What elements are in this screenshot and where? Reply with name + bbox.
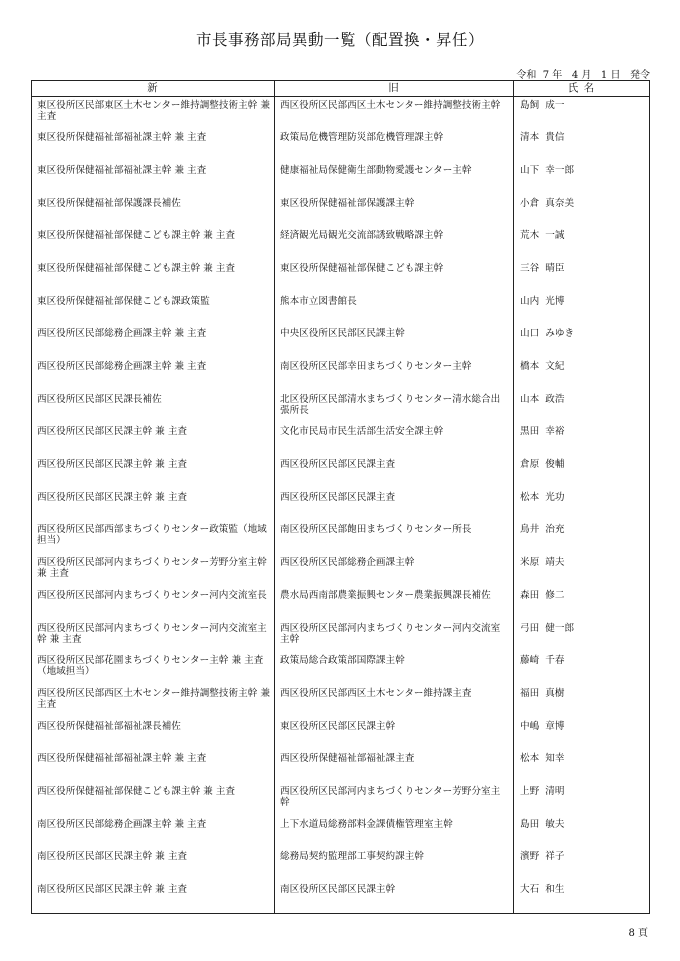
cell-new-position: 西区役所区民部西区土木センター維持調整技術主幹 兼 主査	[32, 685, 275, 718]
cell-old-position: 西区役所区民部河内まちづくりセンター芳野分室主幹	[275, 783, 514, 816]
cell-person-name: 山下 幸一郎	[514, 162, 650, 195]
cell-new-position: 西区役所保健福祉部福祉課長補佐	[32, 718, 275, 751]
table-row	[32, 489, 650, 522]
cell-person-name: 島飼 成一	[514, 97, 650, 130]
header-name: 氏 名	[514, 81, 650, 97]
cell-old-position: 東区役所区民部区民課主幹	[275, 718, 514, 751]
cell-person-name: 山本 政浩	[514, 391, 650, 424]
table-row	[32, 260, 650, 293]
cell-person-name: 大石 和生	[514, 881, 650, 914]
cell-person-name: 濱野 祥子	[514, 848, 650, 881]
cell-person-name: 山内 光博	[514, 293, 650, 326]
cell-person-name: 上野 清明	[514, 783, 650, 816]
cell-new-position: 東区役所保健福祉部保護課長補佐	[32, 195, 275, 228]
table-row	[32, 391, 650, 424]
table-row	[32, 848, 650, 881]
table-row	[32, 652, 650, 685]
cell-person-name: 鳥井 治充	[514, 521, 650, 554]
page-number: 8 頁	[628, 928, 648, 939]
cell-new-position: 西区役所区民部区民課長補佐	[32, 391, 275, 424]
table-body	[32, 97, 650, 914]
table-row	[32, 97, 650, 130]
table-row	[32, 881, 650, 914]
cell-person-name: 松本 知幸	[514, 750, 650, 783]
cell-old-position: 東区役所保健福祉部保護課主幹	[275, 195, 514, 228]
cell-old-position: 南区役所区民部幸田まちづくりセンター主幹	[275, 358, 514, 391]
cell-old-position: 西区役所保健福祉部福祉課主査	[275, 750, 514, 783]
table-row	[32, 456, 650, 489]
cell-person-name: 三谷 晴臣	[514, 260, 650, 293]
cell-new-position: 西区役所区民部河内まちづくりセンター河内交流室主幹 兼 主査	[32, 620, 275, 653]
cell-person-name: 島田 敏夫	[514, 816, 650, 849]
page-title: 市長事務部局異動一覧（配置換・昇任）	[195, 31, 484, 49]
cell-new-position: 西区役所区民部西部まちづくりセンター政策監（地域担当）	[32, 521, 275, 554]
table-row	[32, 162, 650, 195]
table-row	[32, 227, 650, 260]
cell-old-position: 熊本市立図書館長	[275, 293, 514, 326]
cell-old-position: 文化市民局市民生活部生活安全課主幹	[275, 423, 514, 456]
cell-new-position: 西区役所区民部河内まちづくりセンター河内交流室長	[32, 587, 275, 620]
cell-old-position: 健康福祉局保健衛生部動物愛護センター主幹	[275, 162, 514, 195]
cell-new-position: 南区役所区民部区民課主幹 兼 主査	[32, 881, 275, 914]
table-row	[32, 195, 650, 228]
cell-person-name: 福田 真樹	[514, 685, 650, 718]
cell-new-position: 西区役所区民部総務企画課主幹 兼 主査	[32, 358, 275, 391]
table-row	[32, 325, 650, 358]
cell-person-name: 松本 光功	[514, 489, 650, 522]
cell-old-position: 政策局危機管理防災部危機管理課主幹	[275, 129, 514, 162]
cell-person-name: 黒田 幸裕	[514, 423, 650, 456]
cell-old-position: 北区役所区民部清水まちづくりセンター清水総合出張所長	[275, 391, 514, 424]
cell-new-position: 西区役所区民部総務企画課主幹 兼 主査	[32, 325, 275, 358]
cell-new-position: 東区役所保健福祉部保健こども課主幹 兼 主査	[32, 260, 275, 293]
cell-new-position: 西区役所区民部花園まちづくりセンター主幹 兼 主査（地域担当）	[32, 652, 275, 685]
cell-old-position: 西区役所区民部区民課主査	[275, 456, 514, 489]
cell-old-position: 中央区役所区民部区民課主幹	[275, 325, 514, 358]
table-row	[32, 129, 650, 162]
cell-old-position: 総務局契約監理部工事契約課主幹	[275, 848, 514, 881]
cell-old-position: 上下水道局総務部料金課債権管理室主幹	[275, 816, 514, 849]
cell-person-name: 橋本 文紀	[514, 358, 650, 391]
table-row	[32, 718, 650, 751]
cell-old-position: 西区役所区民部西区土木センター維持課主査	[275, 685, 514, 718]
cell-new-position: 南区役所区民部総務企画課主幹 兼 主査	[32, 816, 275, 849]
table-row	[32, 587, 650, 620]
table-row	[32, 521, 650, 554]
issue-date: 令和 7 年 4 月 1 日 発令	[516, 70, 650, 81]
header-new: 新	[32, 81, 275, 97]
cell-person-name: 藤崎 千春	[514, 652, 650, 685]
cell-new-position: 南区役所区民部区民課主幹 兼 主査	[32, 848, 275, 881]
table-row	[32, 358, 650, 391]
cell-new-position: 東区役所区民部東区土木センター維持調整技術主幹 兼 主査	[32, 97, 275, 130]
cell-person-name: 小倉 真奈美	[514, 195, 650, 228]
cell-old-position: 西区役所区民部河内まちづくりセンター河内交流室主幹	[275, 620, 514, 653]
table-row	[32, 750, 650, 783]
cell-old-position: 西区役所区民部区民課主査	[275, 489, 514, 522]
table-header-row	[32, 81, 650, 97]
cell-person-name: 米原 靖夫	[514, 554, 650, 587]
cell-person-name: 弓田 健一郎	[514, 620, 650, 653]
personnel-table	[31, 80, 650, 914]
table-row	[32, 423, 650, 456]
cell-person-name: 森田 修二	[514, 587, 650, 620]
cell-new-position: 東区役所保健福祉部保健こども課主幹 兼 主査	[32, 227, 275, 260]
cell-old-position: 西区役所区民部総務企画課主幹	[275, 554, 514, 587]
cell-old-position: 南区役所区民部区民課主幹	[275, 881, 514, 914]
cell-person-name: 倉原 俊輔	[514, 456, 650, 489]
cell-new-position: 西区役所保健福祉部福祉課主幹 兼 主査	[32, 750, 275, 783]
cell-old-position: 農水局西南部農業振興センター農業振興課長補佐	[275, 587, 514, 620]
cell-new-position: 西区役所区民部区民課主幹 兼 主査	[32, 456, 275, 489]
cell-new-position: 西区役所保健福祉部保健こども課主幹 兼 主査	[32, 783, 275, 816]
cell-person-name: 清本 貴信	[514, 129, 650, 162]
cell-new-position: 東区役所保健福祉部福祉課主幹 兼 主査	[32, 129, 275, 162]
table-row	[32, 293, 650, 326]
table-row	[32, 685, 650, 718]
cell-old-position: 東区役所保健福祉部保健こども課主幹	[275, 260, 514, 293]
cell-old-position: 政策局総合政策部国際課主幹	[275, 652, 514, 685]
header-old: 旧	[275, 81, 514, 97]
cell-new-position: 西区役所区民部河内まちづくりセンター芳野分室主幹 兼 主査	[32, 554, 275, 587]
cell-new-position: 西区役所区民部区民課主幹 兼 主査	[32, 489, 275, 522]
cell-person-name: 荒木 一誠	[514, 227, 650, 260]
cell-new-position: 西区役所区民部区民課主幹 兼 主査	[32, 423, 275, 456]
cell-new-position: 東区役所保健福祉部福祉課主幹 兼 主査	[32, 162, 275, 195]
cell-person-name: 山口 みゆき	[514, 325, 650, 358]
cell-old-position: 経済観光局観光交流部誘致戦略課主幹	[275, 227, 514, 260]
table-row	[32, 816, 650, 849]
table-row	[32, 783, 650, 816]
cell-old-position: 南区役所区民部飽田まちづくりセンター所長	[275, 521, 514, 554]
table-row	[32, 554, 650, 587]
cell-old-position: 西区役所区民部西区土木センター維持調整技術主幹	[275, 97, 514, 130]
cell-new-position: 東区役所保健福祉部保健こども課政策監	[32, 293, 275, 326]
cell-person-name: 中嶋 章博	[514, 718, 650, 751]
table-row	[32, 620, 650, 653]
